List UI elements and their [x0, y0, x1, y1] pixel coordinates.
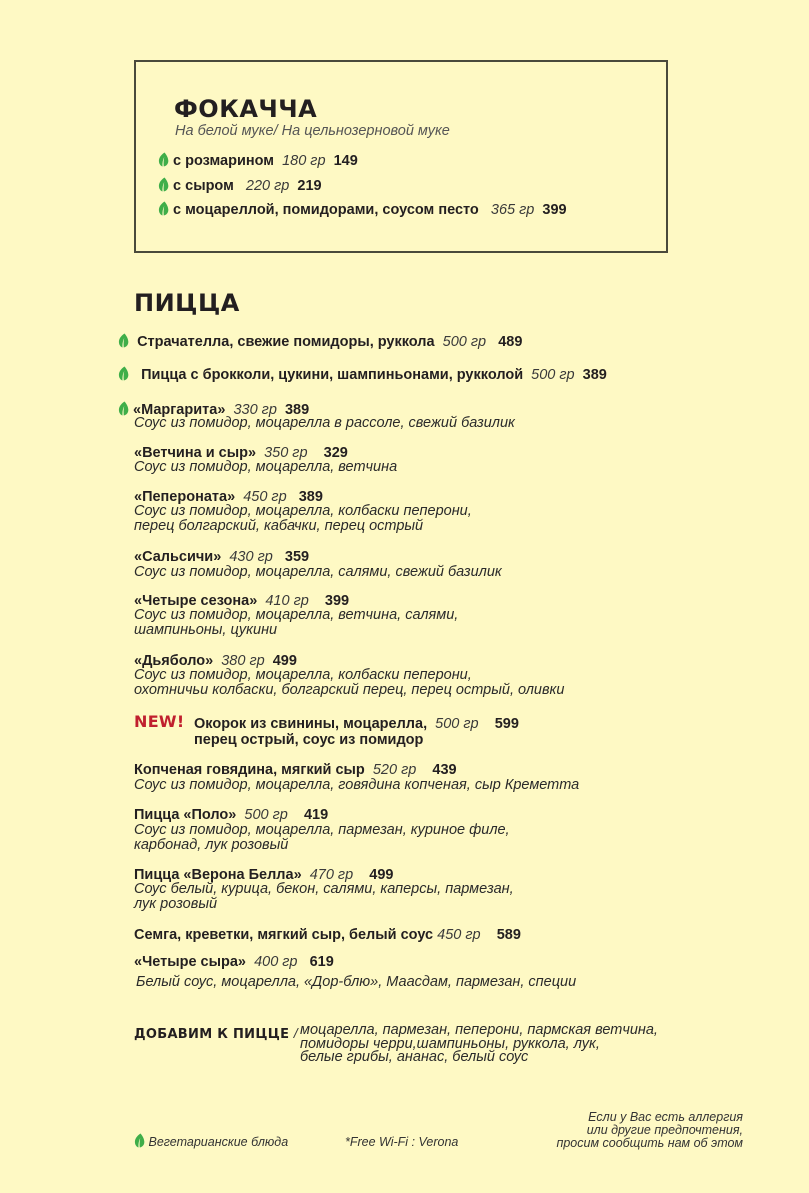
- item-name: Страчателла, свежие помидоры, руккола: [137, 334, 435, 350]
- pizza-item: [134, 927, 521, 943]
- addons-line: белые грибы, ананас, белый соус: [300, 1049, 529, 1065]
- leaf-icon: [118, 401, 129, 416]
- item-description: карбонад, лук розовый: [134, 837, 289, 853]
- new-badge: NEW!: [134, 712, 185, 731]
- focaccia-title: ФОКАЧЧА: [174, 95, 318, 123]
- pizza-item: [118, 333, 522, 350]
- item-name: Пицца «Верона Белла»: [134, 867, 302, 883]
- item-description: перец болгарский, кабачки, перец острый: [134, 518, 424, 534]
- addons-line: моцарелла, пармезан, пеперони, пармская ветчина,: [300, 1022, 658, 1038]
- item-name: «Пепероната»: [134, 489, 236, 505]
- item-price: 389: [298, 489, 323, 505]
- item-description: Белый соус, моцарелла, «Дор-блю», Маасдам, пармезан, специи: [136, 974, 577, 990]
- item-price: 149: [333, 153, 358, 169]
- addons-list: [300, 1024, 658, 1065]
- item-price: 389: [582, 367, 607, 383]
- item-weight: 365 гр: [490, 202, 535, 218]
- pizza-item: [134, 549, 309, 565]
- item-price: 399: [324, 593, 350, 609]
- item-description: Соус из помидор, моцарелла, салями, свежий базилик: [134, 564, 502, 580]
- focaccia-subtitle: На белой муке/ На цельнозерновой муке: [175, 123, 450, 139]
- leaf-icon: [158, 177, 169, 192]
- item-name: Пицца «Поло»: [134, 807, 237, 823]
- item-weight: 470 гр: [309, 867, 354, 883]
- focaccia-item: [158, 177, 322, 194]
- focaccia-item: [158, 152, 358, 169]
- item-price: 329: [323, 445, 348, 461]
- item-description: охотничьи колбаски, болгарский перец, перец острый, оливки: [134, 682, 565, 698]
- item-price: 599: [494, 716, 519, 732]
- pizza-item: [134, 954, 334, 970]
- item-weight: 330 гр: [233, 402, 277, 418]
- pizza-item: [194, 716, 519, 732]
- pizza-item-name-continued: [194, 732, 423, 748]
- leaf-icon: [118, 366, 129, 381]
- item-name: Окорок из свинины, моцарелла,: [194, 716, 428, 732]
- item-description: Соус из помидор, моцарелла в рассоле, свежий базилик: [134, 415, 515, 431]
- addons-label-row: [134, 1025, 298, 1043]
- allergy-line: Если у Вас есть аллергия: [588, 1110, 743, 1124]
- item-weight: 380 гр: [221, 653, 265, 669]
- item-weight: 180 гр: [282, 153, 326, 169]
- item-weight: 450 гр: [437, 927, 481, 943]
- wifi-note: *Free Wi-Fi : Verona: [345, 1135, 459, 1149]
- item-name: «Четыре сезона»: [134, 593, 258, 609]
- item-weight: 500 гр: [531, 367, 575, 383]
- item-description: Соус из помидор, моцарелла, ветчина: [134, 459, 398, 475]
- leaf-icon: [158, 201, 169, 216]
- item-price: 389: [284, 402, 310, 418]
- leaf-icon: [158, 152, 169, 167]
- item-price: 619: [309, 954, 334, 970]
- item-description: Соус из помидор, моцарелла, говядина копченая, сыр Креметта: [134, 777, 580, 793]
- item-name: с сыром: [173, 178, 234, 194]
- item-price: 499: [369, 867, 394, 883]
- item-name: с моцареллой, помидорами, соусом песто: [173, 202, 479, 218]
- item-description: Соус из помидор, моцарелла, ветчина, салями,: [134, 607, 459, 623]
- item-price: 419: [303, 807, 329, 823]
- addons-line: помидоры черри,шампиньоны, руккола, лук,: [300, 1035, 600, 1052]
- item-description: шампиньоны, цукини: [134, 622, 278, 638]
- item-weight: 430 гр: [229, 549, 273, 565]
- item-weight: 500 гр: [244, 807, 288, 823]
- addons-separator: /: [293, 1025, 298, 1041]
- item-price: 359: [284, 549, 310, 565]
- item-description: Соус из помидор, моцарелла, колбаски пеперони,: [134, 667, 472, 683]
- item-weight: 450 гр: [243, 489, 287, 505]
- item-weight: 400 гр: [254, 954, 298, 970]
- leaf-icon: [118, 333, 129, 348]
- pizza-item: [134, 762, 457, 778]
- allergy-line: просим сообщить нам об этом: [556, 1136, 743, 1150]
- allergy-note: [556, 1111, 743, 1150]
- item-description: лук розовый: [134, 896, 218, 912]
- addons-label: ДОБАВИМ К ПИЦЦЕ: [134, 1027, 290, 1042]
- item-price: 219: [297, 178, 322, 194]
- item-name: «Четыре сыра»: [134, 954, 246, 970]
- pizza-item: [118, 366, 607, 383]
- item-description: Соус белый, курица, бекон, салями, каперсы, пармезан,: [134, 881, 514, 897]
- item-price: 499: [272, 653, 297, 669]
- item-price: 439: [432, 762, 457, 778]
- item-name: «Маргарита»: [133, 402, 226, 418]
- item-name: Семга, креветки, мягкий сыр, белый соус: [134, 927, 434, 943]
- allergy-line: или другие предпочтения,: [586, 1123, 743, 1137]
- item-weight: 220 гр: [245, 178, 290, 194]
- item-price: 589: [496, 927, 521, 943]
- leaf-icon: [134, 1133, 145, 1148]
- item-weight: 500 гр: [435, 716, 479, 732]
- item-name: Пицца с брокколи, цукини, шампиньонами, рукколой: [141, 367, 524, 383]
- item-description: Соус из помидор, моцарелла, пармезан, куриное филе,: [134, 822, 510, 838]
- item-weight: 350 гр: [264, 445, 308, 461]
- item-name-line2: перец острый, соус из помидор: [194, 732, 424, 748]
- vegetarian-legend-text: Вегетарианские блюда: [148, 1135, 289, 1149]
- item-weight: 410 гр: [265, 593, 309, 609]
- item-price: 489: [498, 334, 523, 350]
- item-name: «Сальсичи»: [134, 549, 222, 565]
- item-price: 399: [542, 202, 567, 218]
- item-name: «Дьяболо»: [134, 653, 214, 669]
- item-name: с розмарином: [173, 153, 275, 169]
- focaccia-item: [158, 201, 567, 218]
- item-weight: 520 гр: [372, 762, 417, 778]
- item-description: Соус из помидор, моцарелла, колбаски пеперони,: [134, 503, 472, 519]
- pizza-item: [134, 807, 328, 823]
- item-weight: 500 гр: [442, 334, 487, 350]
- item-name: «Ветчина и сыр»: [134, 445, 257, 461]
- pizza-title: ПИЦЦА: [134, 289, 240, 317]
- item-name: Копченая говядина, мягкий сыр: [134, 762, 365, 778]
- vegetarian-legend: [134, 1133, 288, 1149]
